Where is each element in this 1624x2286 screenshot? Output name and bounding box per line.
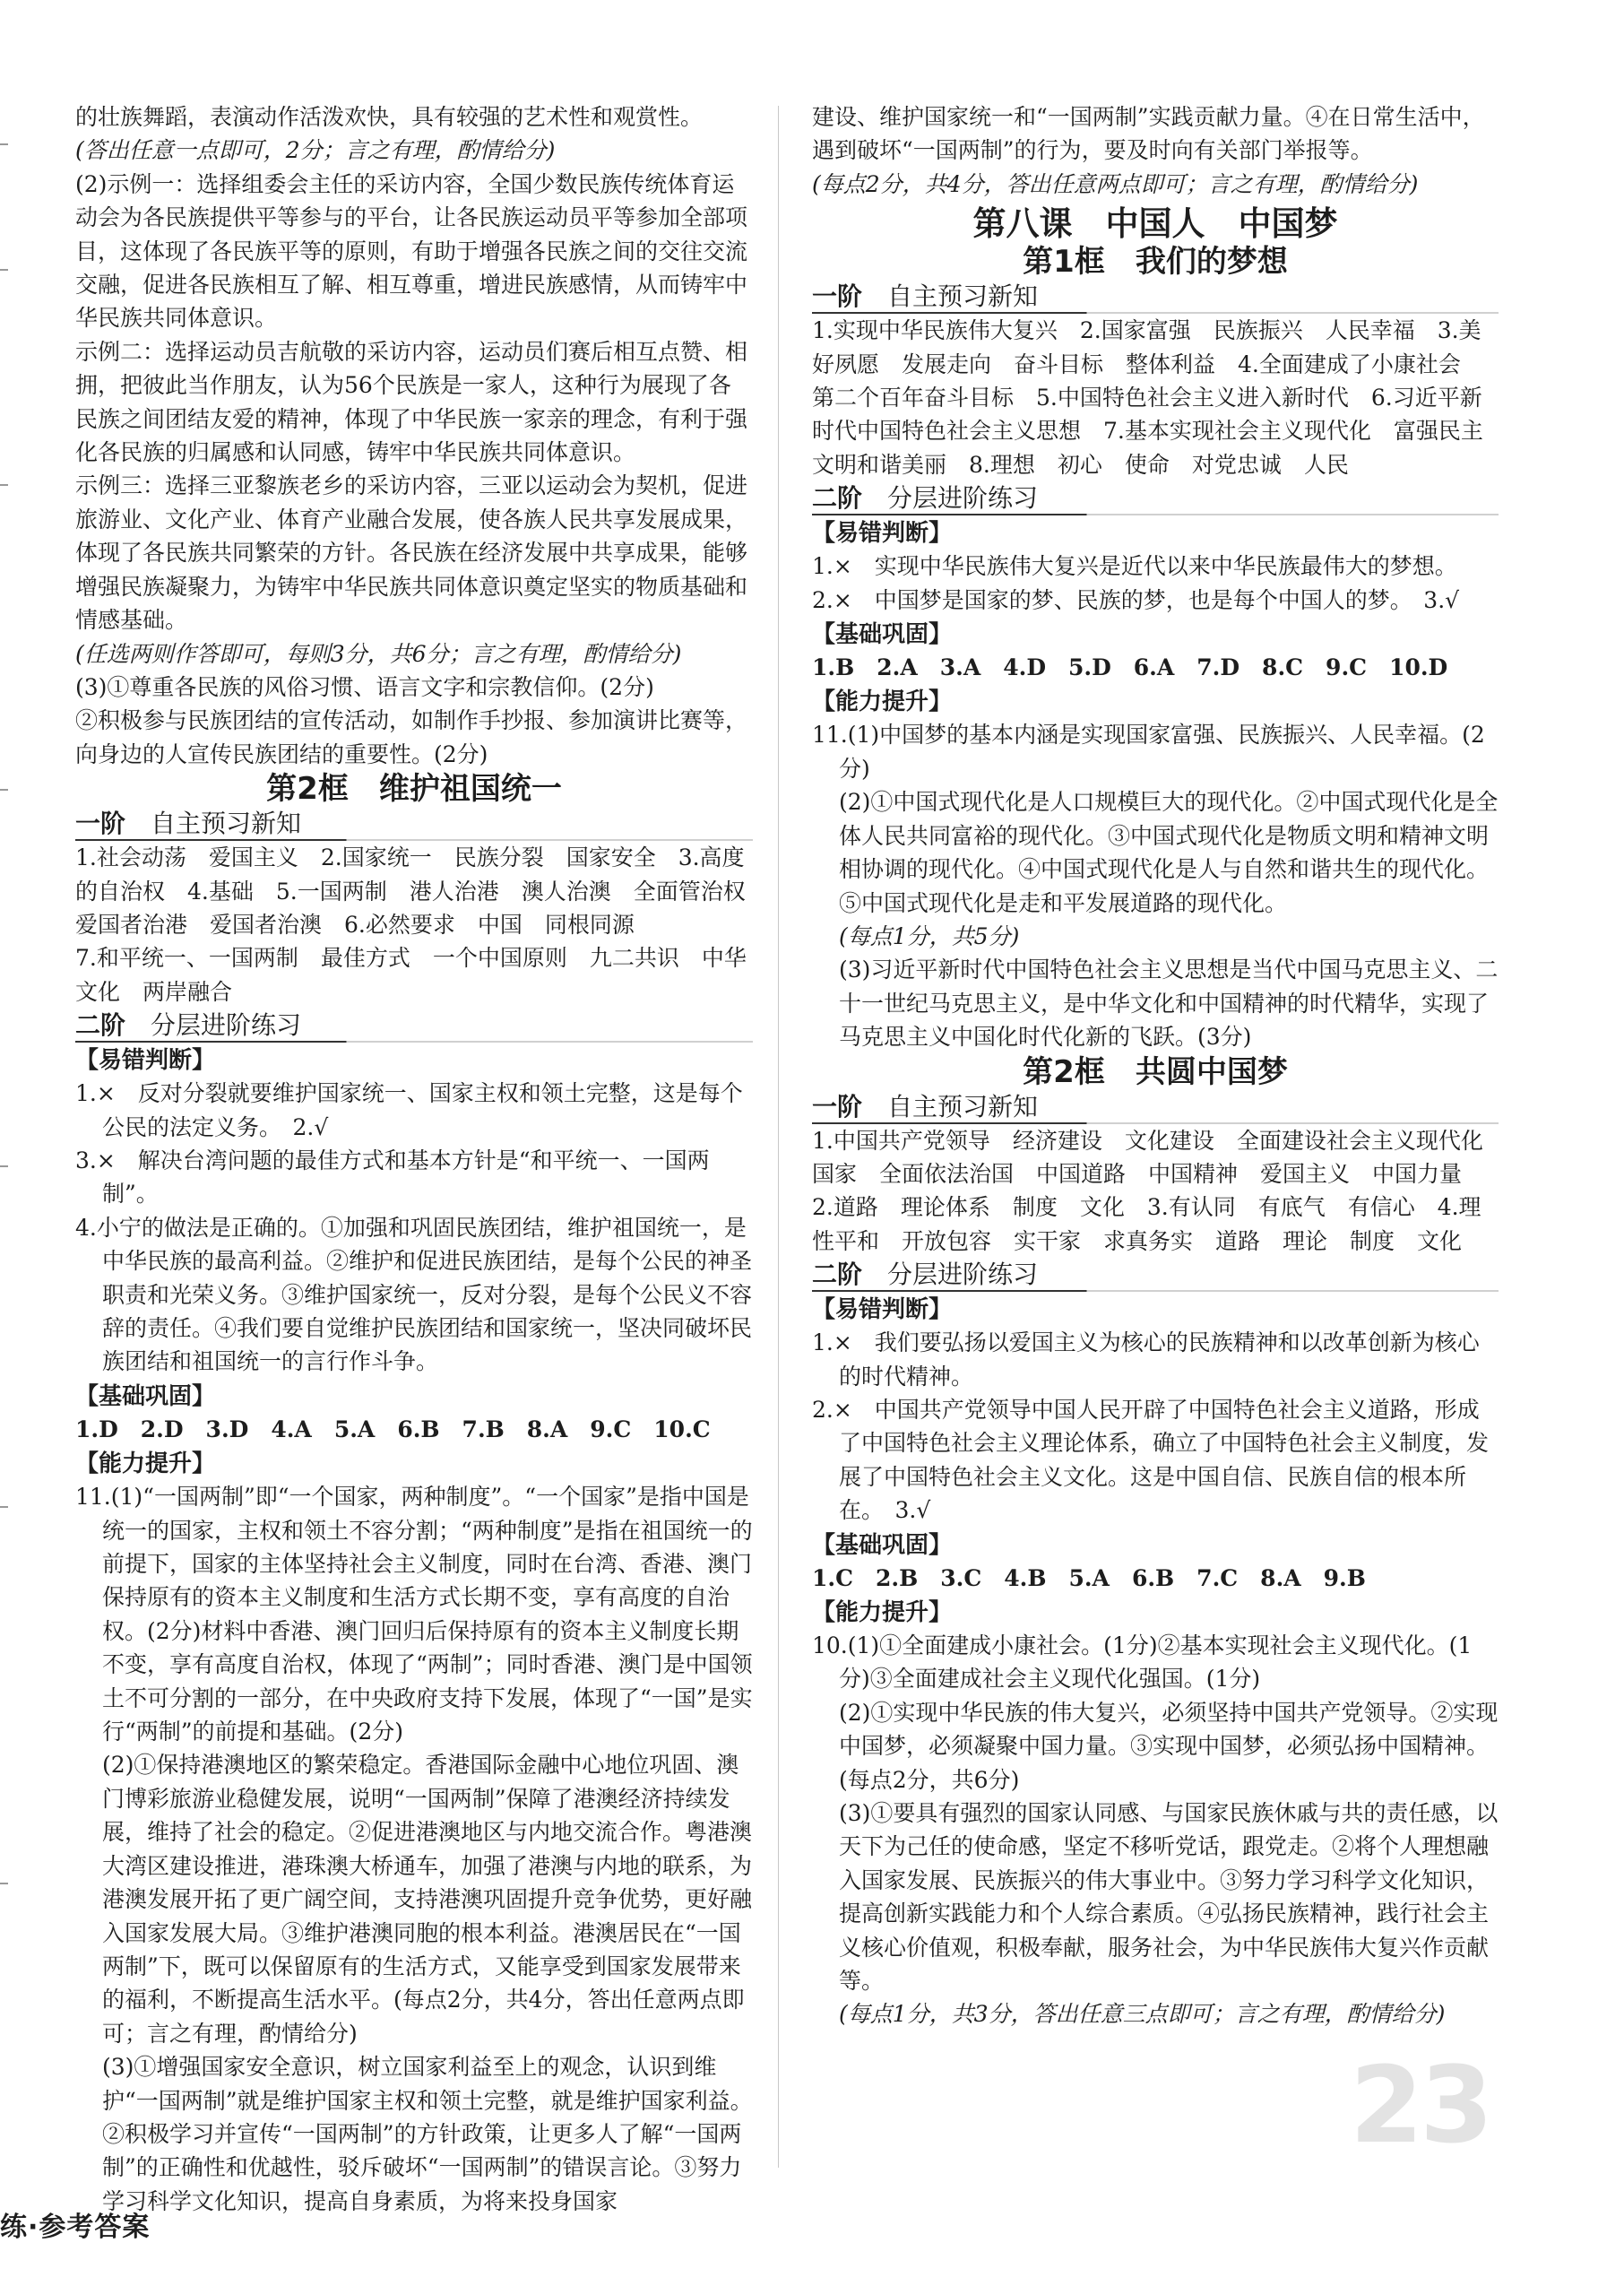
judge-answer: 2.× 中国共产党领导中国人民开辟了中国特色社会主义道路，形成了中国特色社会主义理论体系，确立了中国特色社会主义制度，发展了中国特色社会主义文化。这是中国自信、民族自信的根本所在。 3.√ [812,1396,1490,1524]
answer-paragraph: (2)①保持港澳地区的繁荣稳定。香港国际金融中心地位巩固、澳门博彩旅游业稳健发展，说明“一国两制”保障了港澳经济持续发展，维持了社会的稳定。②促进港澳地区与内地交流合作。粤港澳大湾区建设推进，港珠澳大桥通车，加强了港澳与内地的联系，为港澳发展开拓了更广阔空间，支持港澳巩固提升竞争优势，更好融入国家发展大局。③维护港澳同胞的根本利益。港澳居民在“一国两制”下，既可以保留原有的生活方式，又能享受到国家发展带来的福利，不断提高生活水平。(每点2分，共4分，答出任意两点即可；言之有理，酌情给分) [102,1752,753,2047]
column-divider [778,106,779,2168]
scoring-note: (每点1分，共3分，答出任意三点即可；言之有理，酌情给分) [839,2001,1446,2028]
stage-name: 分层进阶练习 [887,1260,1039,1290]
subsection-heading: 【能力提升】 [75,1450,216,1478]
subsection-label: 能力提升 [99,1450,193,1478]
judge-answer: 3.× 解决台湾问题的最佳方式和基本方针是“和平统一、一国两制”。 [75,1147,710,1208]
stage-underline [812,1290,1499,1292]
answer-paragraph: 建设、维护国家统一和“一国两制”实践贡献力量。④在日常生活中，遇到破坏“一国两制”的行为，要及时向有关部门举报等。 [812,104,1485,164]
paragraph: 的壮族舞蹈，表演动作活泼欢快，具有较强的艺术性和观赏性。 [75,104,704,130]
stage-number: 一阶 [75,809,126,839]
subsection-heading: 【易错判断】 [812,520,953,548]
stage-number: 一阶 [812,1091,863,1121]
answer-paragraph: 示例三：选择三亚黎族老乡的采访内容，三亚以运动会为契机，促进旅游业、文化产业、体育产业融合发展，使各族人民共享发展成果，体现了各民族共同繁荣的方针。各民族在经济发展中共享成果，能够增强民族凝聚力，为铸牢中华民族共同体意识奠定坚实的物质基础和情感基础。 [75,472,748,634]
answer-paragraph: 示例二：选择运动员吉航敬的采访内容，运动员们赛后相互点赞、相拥，把彼此当作朋友，认为56个民族是一家人，这种行为展现了各民族之间团结友爱的精神，体现了中华民族一家亲的理念，有利于强化各民族的归属感和认同感，铸牢中华民族共同体意识。 [75,338,748,466]
answer-paragraph: (3)习近平新时代中国特色社会主义思想是当代中国马克思主义、二十一世纪马克思主义，是中华文化和中国精神的时代精华，实现了马克思主义中国化时代化新的飞跃。(3分) [839,957,1499,1051]
lesson-title: 第八课 中国人 中国梦 [972,204,1338,244]
multiple-choice-answers: 1.B 2.A 3.A 4.D 5.D 6.A 7.D 8.C 9.C 10.D [812,654,1448,681]
answer-paragraph: (3)①增强国家安全意识，树立国家利益至上的观念，认识到维护“一国两制”就是维护国家主权和领土完整，就是维护国家利益。②积极学习并宣传“一国两制”的方针政策，让更多人了解“一国两制”的正确性和优越性，驳斥破坏“一国两制”的错误言论。③努力学习科学文化知识，提高自身素质，为将来投身国家 [102,2054,753,2214]
left-edge-marks [0,108,9,2169]
stage-header [812,1258,1499,1292]
judge-answer: 1.× 实现中华民族伟大复兴是近代以来中华民族最伟大的梦想。 [812,553,1457,580]
subsection-heading: 【基础巩固】 [812,1531,953,1559]
answer-paragraph: 11.(1)中国梦的基本内涵是实现国家富强、民族振兴、人民幸福。(2分) [812,722,1485,782]
subsection-heading: 【基础巩固】 [75,1382,216,1410]
stage-header [75,1009,753,1043]
judge-answer: 1.× 我们要弘扬以爱国主义为核心的民族精神和以改革创新为核心的时代精神。 [812,1329,1480,1390]
subsection-label: 易错判断 [835,1296,929,1324]
subsection-label: 能力提升 [835,1599,929,1626]
stage-number: 一阶 [812,281,863,312]
answer-paragraph: (3)①尊重各民族的风俗习惯、语言文字和宗教信仰。(2分) [75,673,654,700]
stage-underline [812,514,1499,515]
preview-answers: 1.实现中华民族伟大复兴 2.国家富强 民族振兴 人民幸福 3.美好夙愿 发展走向 奋斗目标 整体利益 4.全面建成了小康社会 第二个百年奋斗目标 5.中国特色社会主义进入新时代 6.习近平新时代中国特色社会主义思想 7.基本实现社会主义现代化 富强民主文明和谐美丽 8.理想 初心 使命 对党忠诚 人民 [812,317,1483,478]
stage-header [75,807,753,841]
stage-underline [812,312,1499,314]
judge-answer: 1.× 反对分裂就要维护国家统一、国家主权和领土完整，这是每个公民的法定义务。 2.√ [75,1080,743,1140]
stage-number: 二阶 [75,1010,126,1041]
stage-header [812,1090,1499,1124]
subsection-label: 易错判断 [835,520,929,548]
answer-paragraph: ②积极参与民族团结的宣传活动，如制作手抄报、参加演讲比赛等，向身边的人宣传民族团结的重要性。(2分) [75,707,748,767]
left-column [75,100,768,2218]
answer-paragraph: (3)①要具有强烈的国家认同感、与国家民族休戚与共的责任感，以天下为己任的使命感，坚定不移听党话，跟党走。②将个人理想融入国家发展、民族振兴的伟大事业中。③努力学习科学文化知识，提高创新实践能力和个人综合素质。④弘扬民族精神，践行社会主义核心价值观，积极奉献，服务社会，为中华民族伟大复兴作贡献等。 [839,1800,1499,1995]
scoring-note: (每点2分，共4分，答出任意两点即可；言之有理，酌情给分) [812,170,1419,197]
multiple-choice-answers: 1.C 2.B 3.C 4.B 5.A 6.B 7.C 8.A 9.B [812,1564,1366,1591]
stage-underline [812,1122,1499,1124]
subsection-label: 能力提升 [835,688,929,716]
subsection-label: 基础巩固 [99,1382,193,1410]
preview-answers: 1.社会动荡 爱国主义 2.国家统一 民族分裂 国家安全 3.高度的自治权 4.基础 5.一国两制 港人治港 澳人治澳 全面管治权 爱国者治港 爱国者治澳 6.必然要求 中国 同根同源 [75,844,768,938]
subsection-heading: 【易错判断】 [812,1296,953,1324]
stage-underline [75,839,753,841]
stage-name: 自主预习新知 [887,281,1039,312]
stage-name: 自主预习新知 [151,809,302,839]
subsection-heading: 【易错判断】 [75,1047,216,1075]
stage-header [812,280,1499,314]
subsection-heading: 【能力提升】 [812,1599,953,1626]
answer-paragraph: (2)示例一：选择组委会主任的采访内容，全国少数民族传统体育运动会为各民族提供平等参与的平台，让各民族运动员平等参加全部项目，这体现了各民族平等的原则，有助于增强各民族之间的交往交流交融，促进各民族相互了解、相互尊重，增进民族感情，从而铸牢中华民族共同体意识。 [75,170,748,332]
judge-answer: 4.小宁的做法是正确的。①加强和巩固民族团结，维护祖国统一，是中华民族的最高利益。②维护和促进民族团结，是每个公民的神圣职责和光荣义务。③维护国家统一，反对分裂，是每个公民义不容辞的责任。④我们要自觉维护民族团结和国家统一，坚决同破坏民族团结和祖国统一的言行作斗争。 [75,1214,753,1375]
right-column [812,100,1499,2031]
scoring-note: (任选两则作答即可，每则3分，共6分；言之有理，酌情给分) [75,640,682,667]
answer-paragraph: 11.(1)“一国两制”即“一个国家，两种制度”。“一个国家”是指中国是统一的国家，主权和领土不容分割；“两种制度”是指在祖国统一的前提下，国家的主体坚持社会主义制度，同时在台湾、香港、澳门保持原有的资本主义制度和生活方式长期不变，享有高度的自治权。(2分)材料中香港、澳门回归后保持原有的资本主义制度长期不变，享有高度自治权，体现了“两制”；同时香港、澳门是中国领土不可分割的一部分，在中央政府支持下发展，体现了“一国”是实行“两制”的前提和基础。(2分) [75,1484,753,1745]
multiple-choice-answers: 1.D 2.D 3.D 4.A 5.A 6.B 7.B 8.A 9.C 10.C [75,1416,711,1442]
subsection-heading: 【能力提升】 [812,688,953,716]
answer-paragraph: (2)①实现中华民族的伟大复兴，必须坚持中国共产党领导。②实现中国梦，必须凝聚中国力量。③实现中国梦，必须弘扬中国精神。(每点2分，共6分) [839,1699,1499,1793]
answer-paragraph: 10.(1)①全面建成小康社会。(1分)②基本实现社会主义现代化。(1分)③全面建成社会主义现代化强国。(1分) [812,1632,1473,1693]
subsection-label: 易错判断 [99,1047,193,1075]
scoring-note: (每点1分，共5分) [839,922,1020,949]
subsection-heading: 【基础巩固】 [812,621,953,649]
stage-number: 二阶 [812,1260,863,1290]
stage-underline [75,1041,753,1043]
subsection-label: 基础巩固 [835,1531,929,1559]
stage-name: 分层进阶练习 [887,483,1039,514]
section-title: 第2框 共圆中国梦 [1023,1053,1288,1090]
footer-label: 练·参考答案 [0,2212,151,2243]
page-number: 23 [1350,2043,1490,2167]
section-title: 第2框 维护祖国统一 [266,771,562,808]
stage-name: 自主预习新知 [887,1091,1039,1121]
scoring-note: (答出任意一点即可，2分；言之有理，酌情给分) [75,137,556,164]
stage-header [812,481,1499,515]
judge-answer: 2.× 中国梦是国家的梦、民族的梦，也是每个中国人的梦。 3.√ [812,586,1460,613]
subsection-label: 基础巩固 [835,621,929,649]
stage-name: 分层进阶练习 [151,1010,302,1041]
preview-answers: 1.中国共产党领导 经济建设 文化建设 全面建设社会主义现代化国家 全面依法治国 中国道路 中国精神 爱国主义 中国力量 2.道路 理论体系 制度 文化 3.有认同 有底气 有信心 4.理性平和 开放包容 实干家 求真务实 道路 理论 制度 文化 [812,1127,1485,1254]
answer-paragraph: (2)①中国式现代化是人口规模巨大的现代化。②中国式现代化是全体人民共同富裕的现代化。③中国式现代化是物质文明和精神文明相协调的现代化。④中国式现代化是人与自然和谐共生的现代化。⑤中国式现代化是走和平发展道路的现代化。 [839,789,1499,916]
preview-answers: 7.和平统一、一国两制 最佳方式 一个中国原则 九二共识 中华文化 两岸融合 [75,945,747,1005]
section-title: 第1框 我们的梦想 [1023,244,1288,281]
stage-number: 二阶 [812,483,863,514]
